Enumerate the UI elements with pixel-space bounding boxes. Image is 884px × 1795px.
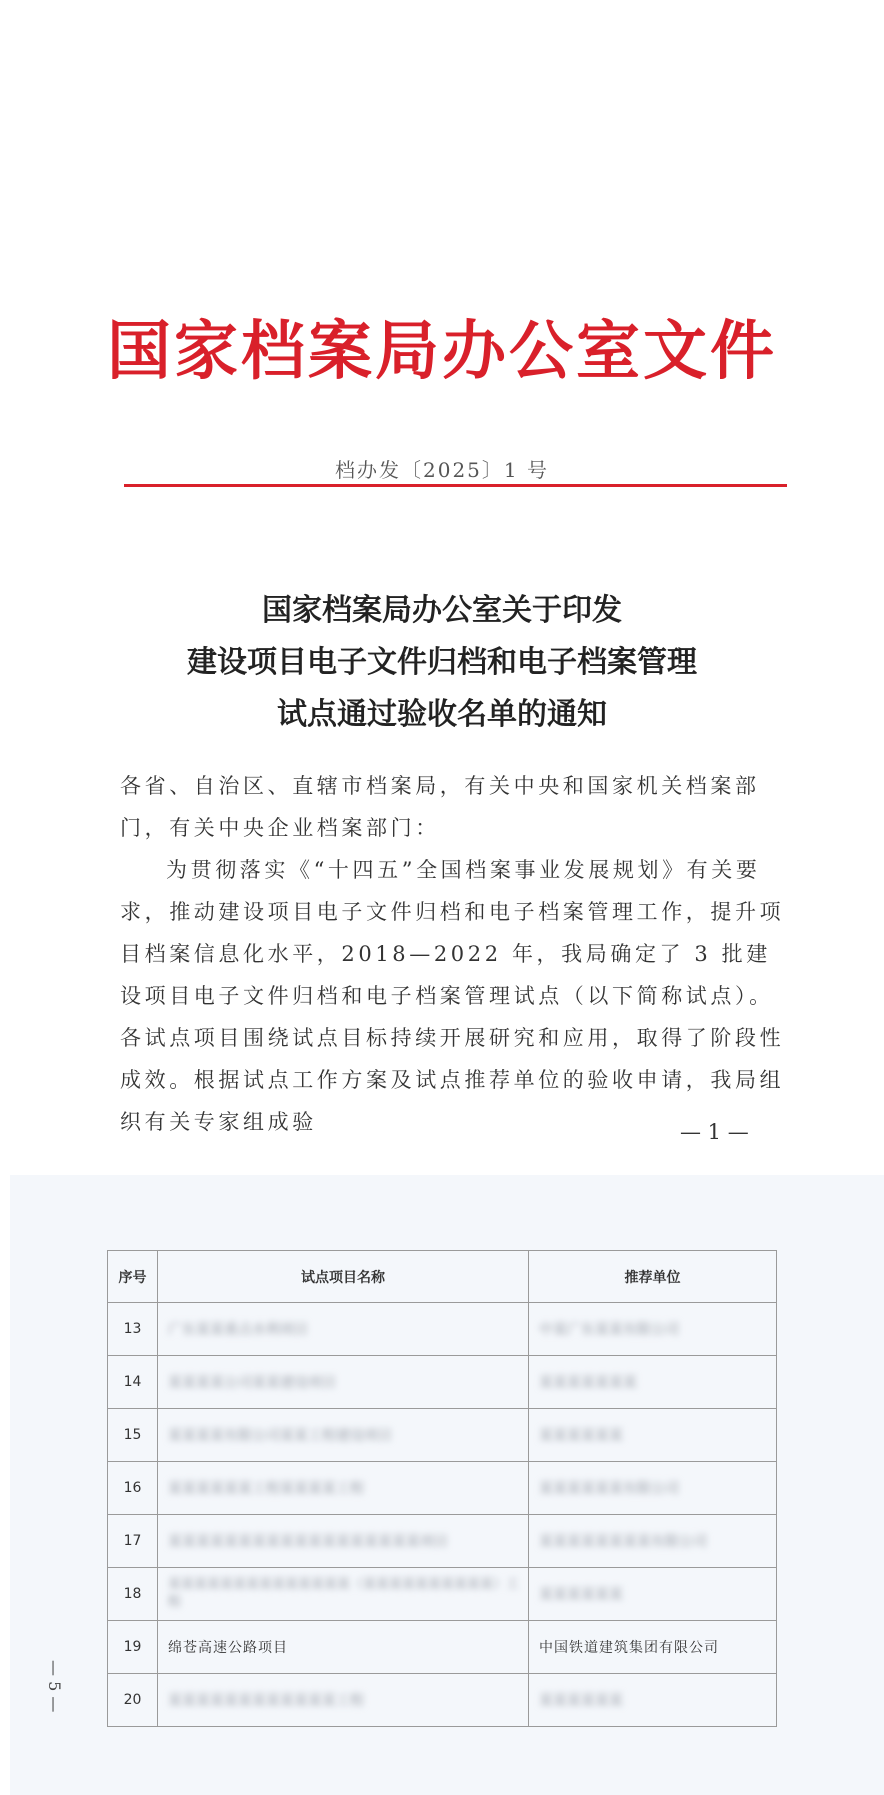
document-number: 档办发〔2025〕1 号 (335, 458, 549, 482)
table-row (108, 1303, 777, 1356)
table-row (108, 1356, 777, 1409)
project-name-cell: 某某某某某某某某某某某某某某某某某某项目 (158, 1515, 529, 1568)
unit-cell: 某某某某某某某 (529, 1356, 777, 1409)
header-seq: 序号 (108, 1251, 158, 1303)
table-row (108, 1515, 777, 1568)
project-name-cell: 某某某某某某工程某某某某工程 (158, 1462, 529, 1515)
row-number: 16 (108, 1462, 158, 1515)
table-row (108, 1674, 777, 1727)
project-name-cell: 广东某某重点水利项目 (158, 1303, 529, 1356)
project-name-cell: 某某某某某某某某某某某某工程 (158, 1674, 529, 1727)
title-line-2: 建设项目电子文件归档和电子档案管理 (187, 645, 697, 680)
table-row (108, 1409, 777, 1462)
row-number: 17 (108, 1515, 158, 1568)
notice-body (120, 765, 785, 1143)
side-page-number: — 5 — (45, 1660, 64, 1713)
unit-cell: 某某某某某某 (529, 1674, 777, 1727)
row-number: 20 (108, 1674, 158, 1727)
header-recommending-unit: 推荐单位 (529, 1251, 777, 1303)
notice-title (0, 585, 884, 741)
pilot-list-table (107, 1250, 777, 1727)
unit-cell: 中国铁道建筑集团有限公司 (529, 1621, 777, 1674)
page-number: — 1 — (680, 1120, 749, 1144)
header-project-name: 试点项目名称 (158, 1251, 529, 1303)
document-page-5 (10, 1175, 884, 1795)
project-name-cell: 某某某某有限公司某某工程建设项目 (158, 1409, 529, 1462)
issuer-header: 国家档案局办公室文件 (107, 314, 777, 389)
row-number: 19 (108, 1621, 158, 1674)
red-divider-line (124, 484, 787, 487)
row-number: 18 (108, 1568, 158, 1621)
project-name-cell: 某某某某某某某某某某某某某某（某某某某某某某某某某）工程 (158, 1568, 529, 1621)
row-number: 14 (108, 1356, 158, 1409)
unit-cell: 某某某某某某 (529, 1568, 777, 1621)
unit-cell: 中某广东某某有限公司 (529, 1303, 777, 1356)
title-line-1: 国家档案局办公室关于印发 (262, 593, 622, 628)
recipients-line: 各省、自治区、直辖市档案局，有关中央和国家机关档案部门，有关中央企业档案部门： (120, 774, 760, 840)
table-row (108, 1621, 777, 1674)
table-header-row (108, 1251, 777, 1303)
table-row (108, 1462, 777, 1515)
unit-cell: 某某某某某某有限公司 (529, 1462, 777, 1515)
row-number: 13 (108, 1303, 158, 1356)
unit-cell: 某某某某某某 (529, 1409, 777, 1462)
body-paragraph: 为贯彻落实《“十四五”全国档案事业发展规划》有关要求，推动建设项目电子文件归档和电子档案管理工作，提升项目档案信息化水平，2018—2022 年，我局确定了 3 批建设项目电子文件归档和电子档案管理试点（以下简称试点）。各试点项目围绕试点目标持续开展研究和应用，取得了阶段性成效。根据试点工作方案及试点推荐单位的验收申请，我局组织有关专家组成验 (120, 858, 785, 1134)
title-line-3: 试点通过验收名单的通知 (277, 697, 607, 732)
unit-cell: 某某某某某某某某有限公司 (529, 1515, 777, 1568)
project-name-cell: 绵苍高速公路项目 (158, 1621, 529, 1674)
project-name-cell: 某某某某公司某某建设项目 (158, 1356, 529, 1409)
row-number: 15 (108, 1409, 158, 1462)
table-row (108, 1568, 777, 1621)
